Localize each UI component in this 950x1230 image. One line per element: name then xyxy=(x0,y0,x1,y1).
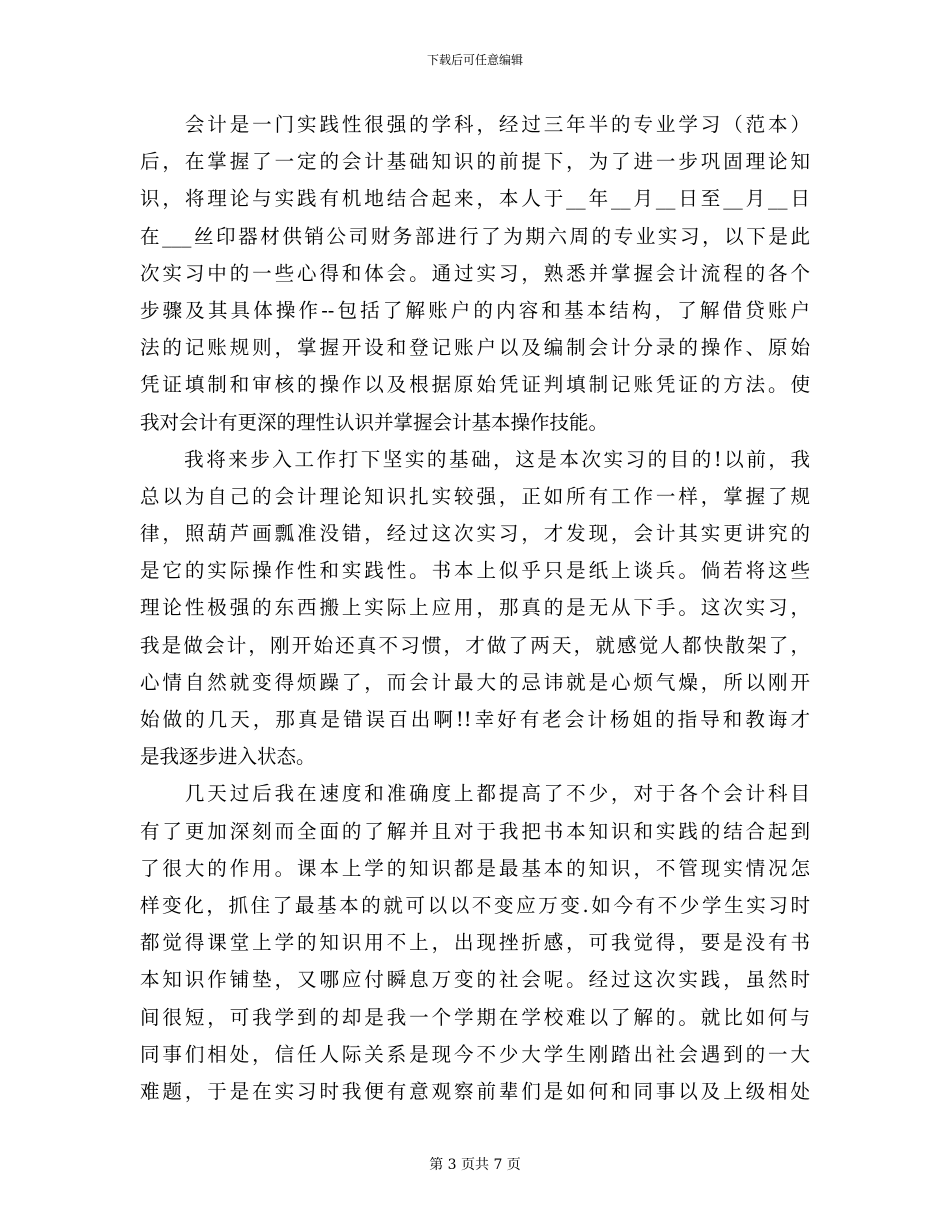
text-line: 凭证填制和审核的操作以及根据原始凭证判填制记账凭证的方法。使 xyxy=(140,373,810,397)
text-line: 心情自然就变得烦躁了，而会计最大的忌讳就是心烦气燥，所以刚开 xyxy=(140,670,810,694)
text-line: 理论性极强的东西搬上实际上应用，那真的是无从下手。这次实习， xyxy=(140,596,810,620)
text-line: 是它的实际操作性和实践性。书本上似乎只是纸上谈兵。倘若将这些 xyxy=(140,559,810,583)
text-line: 总以为自己的会计理论知识扎实较强，正如所有工作一样，掌握了规 xyxy=(140,484,810,508)
text-line: 在___丝印器材供销公司财务部进行了为期六周的专业实习，以下是此 xyxy=(140,224,810,248)
text-line: 我将来步入工作打下坚实的基础，这是本次实习的目的!以前，我 xyxy=(140,447,810,471)
text-line: 样变化，抓住了最基本的就可以以不变应万变.如今有不少学生实习时 xyxy=(140,893,810,917)
text-line: 同事们相处，信任人际关系是现今不少大学生刚踏出社会遇到的一大 xyxy=(140,1042,810,1066)
text-line: 始做的几天，那真是错误百出啊!!幸好有老会计杨姐的指导和教诲才 xyxy=(140,708,810,731)
text-line: 会计是一门实践性很强的学科，经过三年半的专业学习（范本） xyxy=(140,113,810,136)
text-line: 了很大的作用。课本上学的知识都是最基本的知识，不管现实情况怎 xyxy=(140,856,810,880)
page-header: 下载后可任意编辑 xyxy=(426,53,523,67)
text-line: 本知识作铺垫，又哪应付瞬息万变的社会呢。经过这次实践，虽然时 xyxy=(140,968,810,992)
text-line: 难题，于是在实习时我便有意观察前辈们是如何和同事以及上级相处 xyxy=(140,1079,810,1103)
text-line: 我对会计有更深的理性认识并掌握会计基本操作技能。 xyxy=(140,410,609,434)
document-body xyxy=(140,106,810,1110)
text-line: 识，将理论与实践有机地结合起来，本人于__年__月__日至__月__日 xyxy=(140,187,810,211)
text-line: 律，照葫芦画瓢准没错，经过这次实习，才发现，会计其实更讲究的 xyxy=(140,522,810,546)
text-line: 间很短，可我学到的却是我一个学期在学校难以了解的。就比如何与 xyxy=(140,1005,810,1029)
text-line: 法的记账规则，掌握开设和登记账户以及编制会计分录的操作、原始 xyxy=(140,336,810,360)
page-footer: 第 3 页共 7 页 xyxy=(429,1157,521,1173)
text-line: 都觉得课堂上学的知识用不上，出现挫折感，可我觉得，要是没有书 xyxy=(140,931,810,955)
text-line: 有了更加深刻而全面的了解并且对于我把书本知识和实践的结合起到 xyxy=(140,819,810,843)
text-line: 步骤及其具体操作--包括了解账户的内容和基本结构，了解借贷账户 xyxy=(140,298,810,322)
text-line: 后，在掌握了一定的会计基础知识的前提下，为了进一步巩固理论知 xyxy=(140,150,810,174)
text-line: 是我逐步进入状态。 xyxy=(140,745,316,769)
text-line: 我是做会计，刚开始还真不习惯，才做了两天，就感觉人都快散架了， xyxy=(140,633,810,657)
text-line: 几天过后我在速度和准确度上都提高了不少，对于各个会计科目 xyxy=(140,782,810,806)
text-line: 次实习中的一些心得和体会。通过实习，熟悉并掌握会计流程的各个 xyxy=(140,261,810,285)
